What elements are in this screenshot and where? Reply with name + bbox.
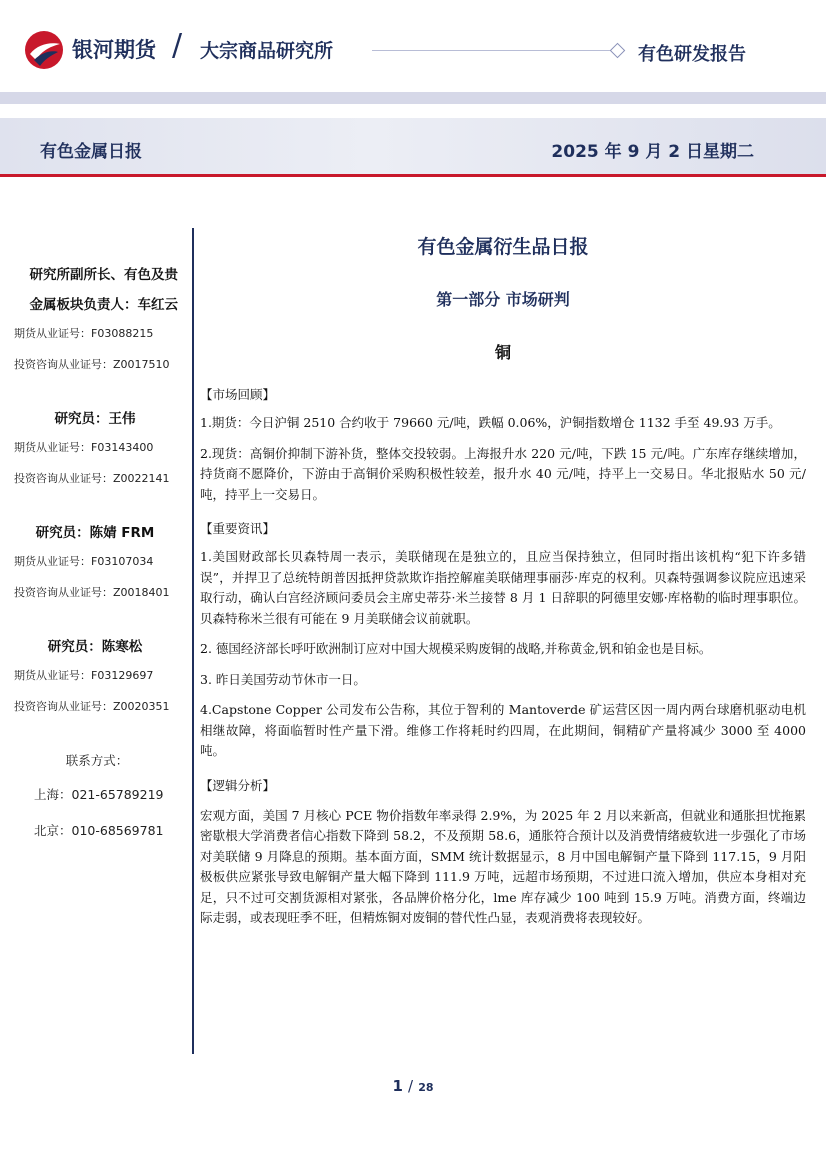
- review-paragraph-futures: 1.期货：今日沪铜 2510 合约收于 79660 元/吨，跌幅 0.06%，沪铜指数增仓 1132 手至 49.93 万手。: [200, 415, 781, 430]
- news-paragraph-2: 2. 德国经济部长呼吁欧洲制订应对中国大规模采购废铜的战略,并称黄金,钒和铂金也是目标。: [200, 641, 712, 656]
- researcher-3-futures-license: 期货从业证号：F03129697: [14, 669, 154, 682]
- lead-consult-license: 投资咨询从业证号：Z0017510: [14, 358, 170, 371]
- lead-title-line-1: 研究所副所长、有色及贵: [29, 267, 178, 283]
- logic-paragraph-1: 宏观方面，美国 7 月核心 PCE 物价指数年率录得 2.9%，为 2025 年 2 月以来新高，但就业和通胀担忧拖累密歇根大学消费者信心指数下降到 58.2，不及预期 58.6，通胀符合预计以及消费情绪疲软进一步强化了市场对美联储 9 月降息的预期。基本面方面，SMM 统计数据显示，8 月中国电解铜产量下降到 117.15，9 月阳极板供应紧张导致电解铜产量大幅下降到 111.9 万吨，远超市场预期，不过进口流入增加，供应本身相对充足，只不过可交割货源相对紧张，各品牌价格分化，lme 库存减少 100 吨到 15.9 万吨。消费方面，终端边际走弱，或表现旺季不旺，但精炼铜对废铜的替代性凸显，表观消费将表现较好。: [200, 807, 806, 925]
- diamond-icon: [610, 43, 626, 59]
- header-band-red-rule: [0, 174, 826, 177]
- lead-futures-license: 期货从业证号：F03088215: [14, 327, 154, 340]
- part-heading: 第一部分 市场研判: [436, 290, 570, 309]
- researcher-name-2: 研究员：陈婧 FRM: [35, 525, 155, 541]
- band-date: 2025 年 9 月 2 日星期二: [551, 142, 754, 162]
- page-separator: /: [408, 1077, 414, 1095]
- researcher-name-3: 研究员：陈寒松: [47, 639, 143, 655]
- section-logic-analysis: 【逻辑分析】: [200, 777, 276, 793]
- news-paragraph-1: 1.美国财政部长贝森特周一表示，美联储现在是独立的，且应当保持独立，但同时指出该机构“犯下许多错误”，并捍卫了总统特朗普因抵押贷款欺诈指控解雇美联储理事丽莎·库克的权利。贝森特强调参议院应迅速采取行动，确认白宫经济顾问委员会主席史蒂芬·米兰接替 8 月 1 日辞职的阿德里安娜·库格勒的临时理事职位。贝森特称米兰很有可能在 9 月美联储会议前就职。: [200, 549, 806, 626]
- sidebar-divider: [192, 228, 194, 1054]
- contact-shanghai: 上海：021-65789219: [34, 787, 164, 802]
- main-content: [200, 230, 806, 929]
- header-rule: [372, 50, 612, 51]
- news-paragraph-3: 3. 昨日美国劳动节休市一日。: [200, 671, 366, 687]
- researcher-1-consult-license: 投资咨询从业证号：Z0022141: [14, 472, 170, 485]
- metal-heading: 铜: [494, 343, 511, 362]
- researcher-name-1: 研究员：王伟: [54, 411, 136, 427]
- contact-label: 联系方式：: [65, 753, 129, 768]
- section-key-news: 【重要资讯】: [200, 521, 276, 536]
- header-slash: /: [172, 28, 183, 63]
- review-paragraph-spot: 2.现货：高铜价抑制下游补货，整体交投较弱。上海报升水 220 元/吨，下跌 15 元/吨。广东库存继续增加，持货商不愿降价，下游由于高铜价采购积极性较差，报升水 40 元/吨，持平上一交易日。华北报贴水 50 元/吨，持平上一交易日。: [200, 445, 806, 502]
- band-title: 有色金属日报: [40, 142, 142, 162]
- page-number: [0, 1076, 826, 1095]
- page-current: 1: [392, 1077, 403, 1095]
- news-paragraph-4: 4.Capstone Copper 公司发布公告称，其位于智利的 Mantoverde 矿运营区因一周内两台球磨机驱动电机相继故障，将面临暂时性产量下滑。维修工作将耗时约四周，在此期间，铜精矿产量将减少 3000 至 4000 吨。: [200, 702, 806, 758]
- researcher-3-consult-license: 投资咨询从业证号：Z0020351: [14, 700, 170, 713]
- brand-name: 银河期货: [72, 38, 156, 62]
- researcher-1-futures-license: 期货从业证号：F03143400: [14, 441, 154, 454]
- institute-name: 大宗商品研究所: [200, 40, 334, 62]
- header-band-top: [0, 92, 826, 104]
- page-total: 28: [418, 1081, 434, 1094]
- section-market-review: 【市场回顾】: [200, 387, 276, 402]
- lead-title-line-2: 金属板块负责人：车红云: [29, 297, 178, 313]
- document-title: 有色金属衍生品日报: [417, 236, 589, 258]
- report-type: 有色研发报告: [638, 44, 746, 65]
- researcher-2-futures-license: 期货从业证号：F03107034: [14, 555, 154, 568]
- analyst-sidebar: [0, 262, 190, 844]
- galaxy-logo-icon: [24, 30, 64, 70]
- researcher-2-consult-license: 投资咨询从业证号：Z0018401: [14, 586, 170, 599]
- contact-beijing: 北京：010-68569781: [34, 823, 164, 838]
